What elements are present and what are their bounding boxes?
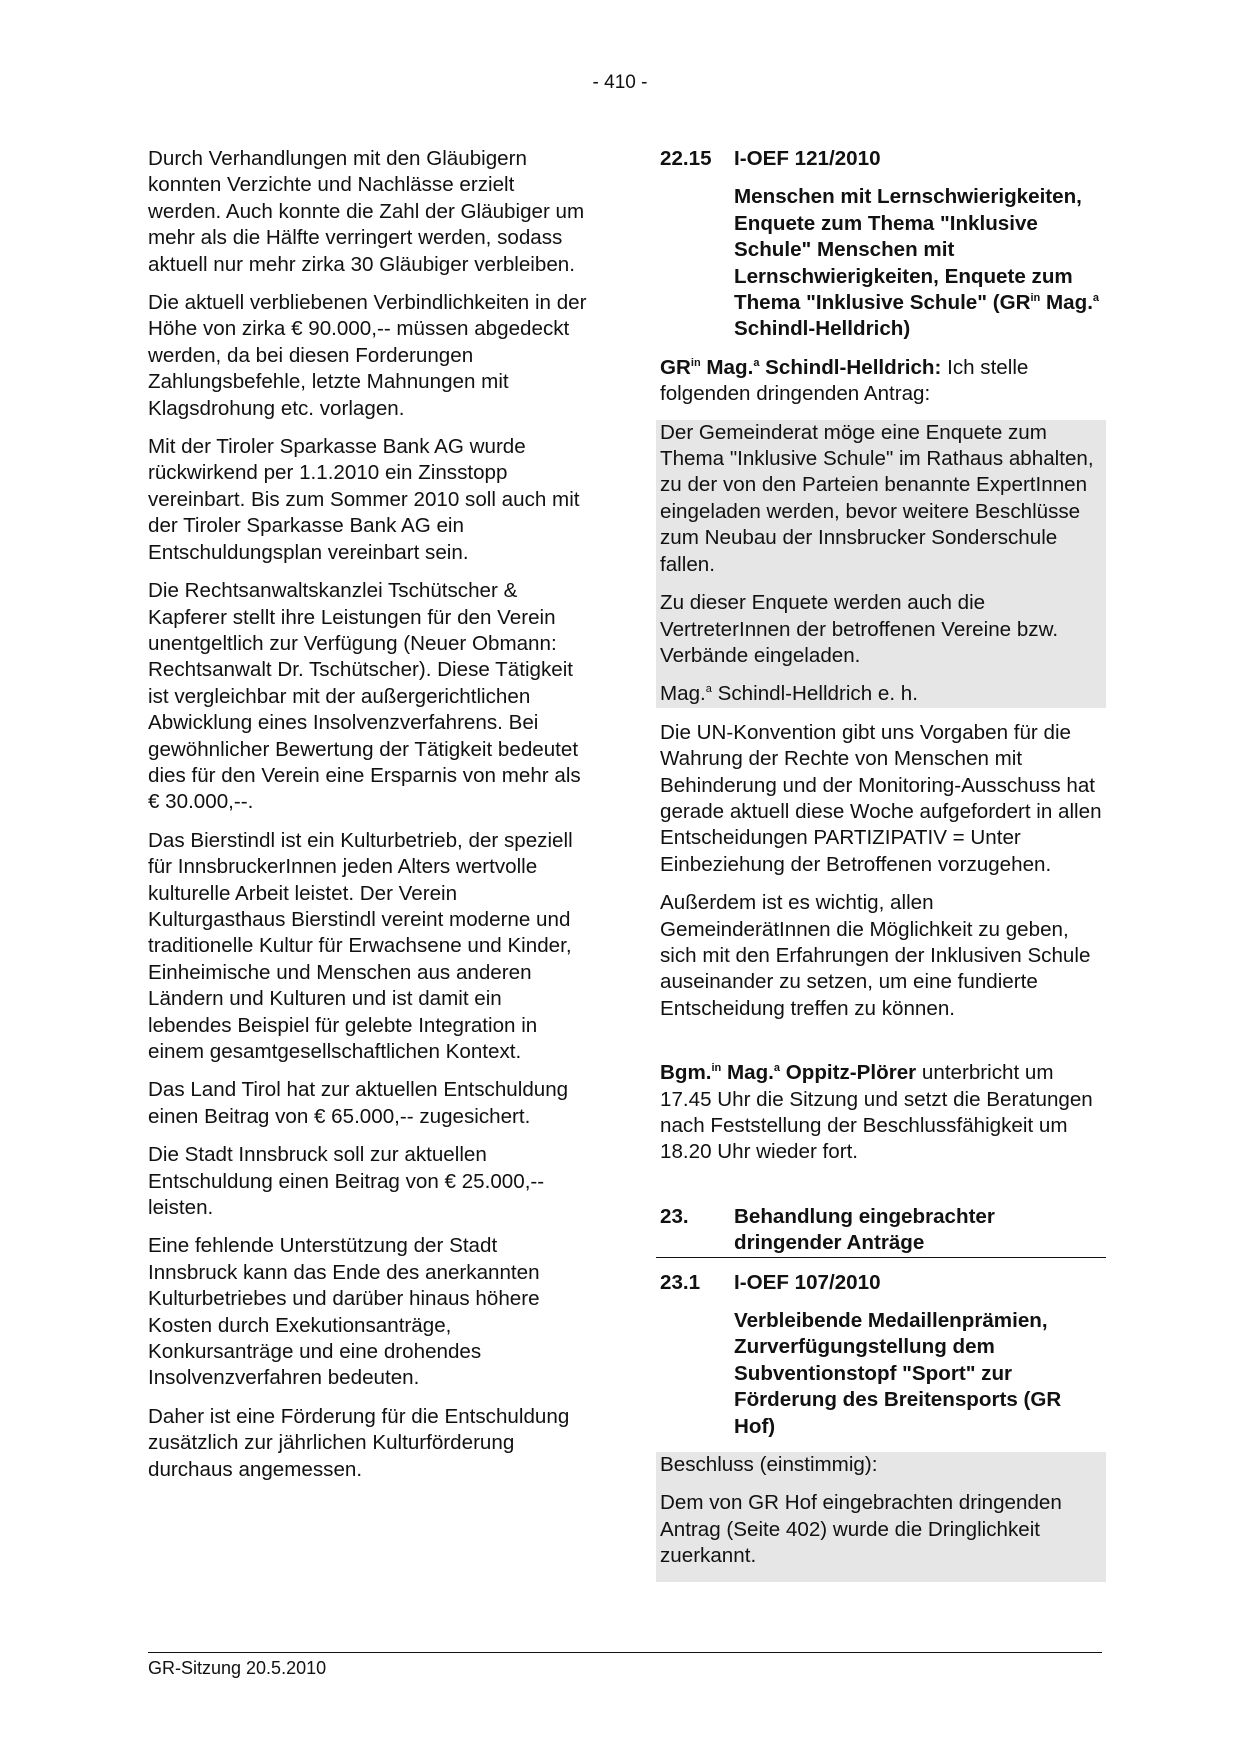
item-title-text: Menschen mit Lernschwierigkeiten, Enquete zum Thema "Inklusive Schule" Menschen mit Lernschwierigkeiten, Enquete zum Thema "Inklusive Schule" — [734, 185, 1082, 315]
item-title-person: ($GR^{in}$ Mag.$^a$ Schindl-Helldrich) — [734, 291, 1100, 341]
speaker-name: $GR^{in}$ Mag.$^a$ Schindl-Helldrich: — [660, 355, 942, 379]
interruption-statement: Bgm.$^{in}$ Mag.$^a$ Oppitz-Plörer unterbricht um 17.45 Uhr die Sitzung und setzt die Beratungen nach Feststellung der Beschlussfähigkeit um 18.20 Uhr wieder fort. — [660, 1061, 1093, 1164]
motion-signature: Mag.$^a$ Schindl-Helldrich e. h. — [660, 682, 918, 706]
reason-paragraph: Die UN-Konvention gibt uns Vorgaben für die Wahrung der Rechte von Menschen mit Behinderung und der Monitoring-Ausschuss hat gerade aktuell diese Woche aufgefordert in allen Entscheidungen PARTIZIPATIV = Unter Einbeziehung der Betroffenen vorzugehen. — [660, 720, 1102, 876]
item-22-15-header — [660, 146, 1102, 172]
item-22-15-title — [660, 184, 1102, 342]
decision-text: Dem von GR Hof eingebrachten dringenden Antrag (Seite 402) wurde die Dringlichkeit zuerkannt. — [660, 1491, 1062, 1568]
speaker-statement: $GR^{in}$ Mag.$^a$ Schindl-Helldrich: Ich stelle folgenden dringenden Antrag: — [660, 355, 1029, 406]
left-column — [148, 146, 588, 1495]
item-23-1-title: Verbleibende Medaillenprämien, Zurverfügungstellung dem Subventionstopf "Sport" zur Förderung des Breitensports (GR Hof) — [734, 1309, 1062, 1438]
item-23-1-header — [660, 1270, 1102, 1296]
page-number: - 410 - — [592, 72, 648, 93]
item-number: 23.1 — [660, 1270, 701, 1294]
motion-box — [656, 420, 1106, 708]
decision-label: Beschluss (einstimmig): — [660, 1453, 878, 1477]
motion-paragraph: Der Gemeinderat möge eine Enquete zum Thema "Inklusive Schule" im Rathaus abhalten, zu der von den Parteien benannte ExpertInnen eingeladen werden, bevor weitere Beschlüsse zum Neubau der Innsbrucker Sonderschule fallen. — [660, 420, 1094, 576]
mayor-name: Bgm.$^{in}$ Mag.$^a$ Oppitz-Plörer — [660, 1061, 917, 1085]
item-code: I-OEF 107/2010 — [734, 1270, 881, 1294]
paragraph: Mit der Tiroler Sparkasse Bank AG wurde rückwirkend per 1.1.2010 ein Zinsstopp vereinbart. Bis zum Sommer 2010 soll auch mit der Tiroler Sparkasse Bank AG ein Entschuldungsplan vereinbart sein. — [148, 435, 580, 564]
paragraph: Eine fehlende Unterstützung der Stadt Innsbruck kann das Ende des anerkannten Kulturbetriebes und darüber hinaus höhere Kosten durch Exekutionsanträge, Konkursanträge und eine drohendes Insolvenzverfahren bedeuten. — [148, 1234, 540, 1390]
reason-paragraph: Außerdem ist es wichtig, allen GemeinderätInnen die Möglichkeit zu geben, sich mit den Erfahrungen der Inklusiven Schule auseinander zu setzen, um eine fundierte Entscheidung treffen zu können. — [660, 891, 1091, 1020]
paragraph: Die Rechtsanwaltskanzlei Tschütscher & Kapferer stellt ihre Leistungen für den Verein unentgeltlich zur Verfügung (Neuer Obmann: Rechtsanwalt Dr. Tschütscher). Diese Tätigkeit ist vergleichbar mit der außergerichtlichen Abwicklung eines Insolvenzverfahrens. Bei gewöhnlicher Bewertung der Tätigkeit bedeutet dies für den Verein eine Ersparnis von mehr als € 30.000,--. — [148, 579, 581, 814]
motion-paragraph: Zu dieser Enquete werden auch die VertreterInnen der betroffenen Vereine bzw. Verbände eingeladen. — [660, 591, 1059, 667]
right-column — [660, 146, 1102, 1582]
paragraph: Die aktuell verbliebenen Verbindlichkeiten in der Höhe von zirka € 90.000,-- müssen abgedeckt werden, da bei diesen Forderungen Zahlungsbefehle, letzte Mahnungen mit Klagsdrohung etc. vorlagen. — [148, 291, 587, 420]
paragraph: Das Bierstindl ist ein Kulturbetrieb, der speziell für InnsbruckerInnen jeden Alters wertvolle kulturelle Arbeit leistet. Der Verein Kulturgasthaus Bierstindl vereint moderne und traditionelle Kultur für Erwachsene und Kinder, Einheimische und Menschen aus anderen Ländern und Kulturen und ist damit ein lebendes Beispiel für gelebte Integration in einem gesamtgesellschaftlichen Kontext. — [148, 828, 573, 1063]
item-number: 22.15 — [660, 147, 712, 170]
section-number: 23. — [660, 1204, 689, 1228]
paragraph: Die Stadt Innsbruck soll zur aktuellen Entschuldung einen Beitrag von € 25.000,-- leisten. — [148, 1143, 545, 1220]
item-code: I-OEF 121/2010 — [734, 147, 881, 170]
section-23-header — [656, 1204, 1106, 1258]
decision-box — [656, 1452, 1106, 1582]
paragraph: Daher ist eine Förderung für die Entschuldung zusätzlich zur jährlichen Kulturförderung durchaus angemessen. — [148, 1404, 570, 1481]
paragraph: Durch Verhandlungen mit den Gläubigern konnten Verzichte und Nachlässe erzielt werden. Auch konnte die Zahl der Gläubiger um mehr als die Hälfte verringert werden, sodass aktuell nur mehr zirka 30 Gläubiger verbleiben. — [148, 147, 585, 276]
paragraph: Das Land Tirol hat zur aktuellen Entschuldung einen Beitrag von € 65.000,-- zugesichert. — [148, 1078, 569, 1128]
footer-divider — [148, 1652, 1102, 1653]
section-title: Behandlung eingebrachter dringender Anträge — [734, 1204, 995, 1255]
footer: GR-Sitzung 20.5.2010 — [148, 1658, 327, 1678]
